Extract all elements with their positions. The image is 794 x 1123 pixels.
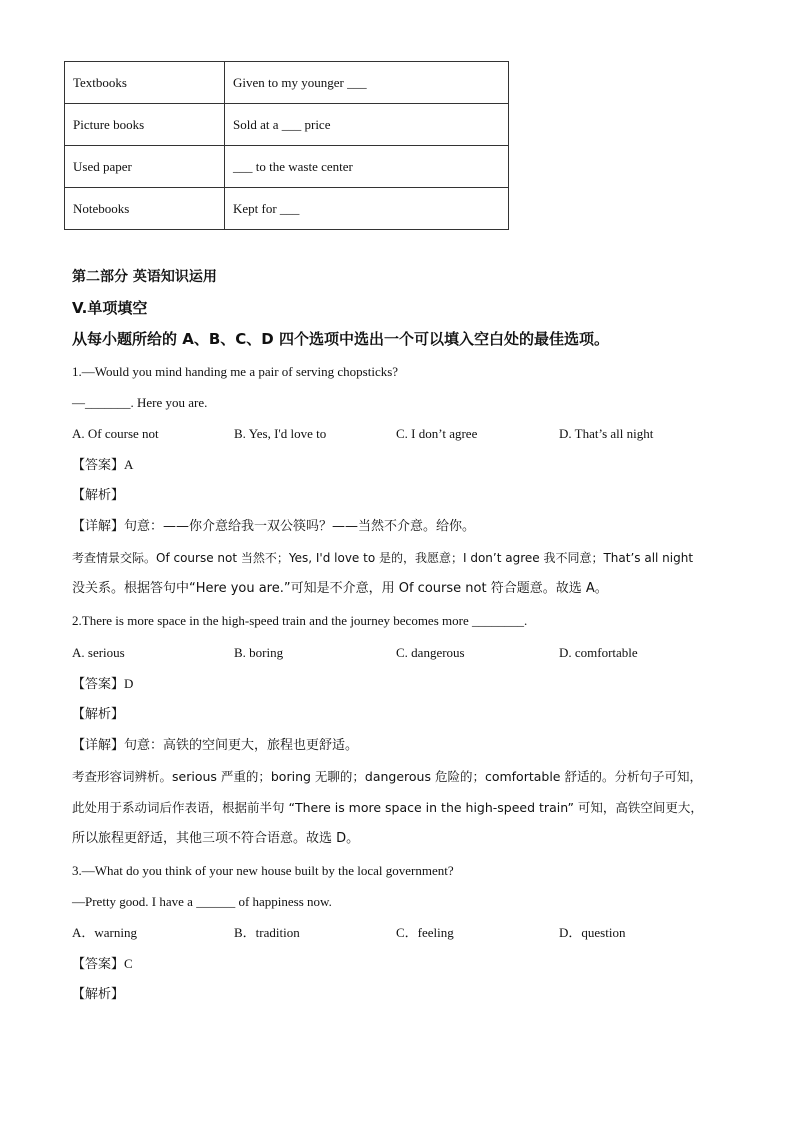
question-2-explanation-1: 考查形容词辨析。serious 严重的；boring 无聊的；dangerous 危险的；comfortable 舒适的。分析句子可知， [72, 769, 702, 784]
question-2-answer [72, 675, 133, 694]
table-cell-item: Used paper [65, 146, 225, 188]
question-2-explanation-3: 所以旅程更舒适，其他三项不符合语意。故选 D。 [72, 831, 360, 846]
question-1-explanation-2: 没关系。根据答句中“Here you are.”可知是不介意，用 Of course not 符合题意。故选 A。 [72, 581, 608, 596]
question-2-explanation-2: 此处用于系动词后作表语，根据前半句 “There is more space in the high-speed train” 可知，高铁空间更大， [72, 800, 703, 815]
question-2-option-b: B. boring [234, 645, 284, 660]
table-cell-plan: Sold at a ___ price [225, 104, 509, 146]
answer-value: C [124, 956, 133, 971]
table-row [65, 146, 509, 188]
question-3-answer [72, 955, 133, 974]
table-row [65, 104, 509, 146]
answer-value: D [124, 676, 134, 691]
question-2-option-a: A. serious [72, 645, 125, 660]
question-1-option-c: C. I don’t agree [396, 426, 478, 441]
question-1-option-d: D. That’s all night [559, 426, 654, 441]
table-cell-plan: ___ to the waste center [225, 146, 509, 188]
question-2-stem: 2.There is more space in the high-speed train and the journey becomes more ________. [72, 613, 528, 628]
table-cell-item: Picture books [65, 104, 225, 146]
question-1-detail: 【详解】句意：——你介意给我一双公筷吗？——当然不介意。给你。 [72, 519, 476, 534]
answer-label: 【答案】 [72, 458, 125, 473]
question-2-detail: 【详解】句意：高铁的空间更大，旅程也更舒适。 [72, 738, 359, 753]
plan-table [64, 61, 509, 230]
table-cell-plan: Kept for ___ [225, 188, 509, 230]
question-3-option-d: D．question [559, 925, 626, 940]
question-3-stem: 3.—What do you think of your new house built by the local government? [72, 863, 454, 878]
table-row [65, 62, 509, 104]
question-1-stem-2: —_______. Here you are. [72, 395, 208, 410]
question-3-option-b: B．tradition [234, 925, 300, 940]
question-2-option-c: C. dangerous [396, 645, 465, 660]
question-1-answer [72, 456, 133, 475]
table-cell-item: Textbooks [65, 62, 225, 104]
answer-value: A [124, 457, 134, 472]
question-1-analysis-label: 【解析】 [72, 488, 125, 503]
question-1-explanation-1: 考查情景交际。Of course not 当然不；Yes, I'd love to 是的，我愿意；I don’t agree 我不同意；That’s all night [72, 551, 694, 565]
part-title: 第二部分 英语知识运用 [72, 269, 217, 285]
answer-label: 【答案】 [72, 677, 125, 692]
question-1-option-b: B. Yes, I'd love to [234, 426, 327, 441]
table-cell-item: Notebooks [65, 188, 225, 230]
section-instruction: 从每小题所给的 A、B、C、D 四个选项中选出一个可以填入空白处的最佳选项。 [72, 330, 609, 348]
question-3-stem-2: —Pretty good. I have a ______ of happiness now. [72, 894, 332, 909]
question-3-option-c: C．feeling [396, 925, 454, 940]
section-title: V.单项填空 [72, 299, 148, 317]
answer-label: 【答案】 [72, 957, 125, 972]
question-1-option-a: A. Of course not [72, 426, 159, 441]
table-row [65, 188, 509, 230]
question-2-option-d: D. comfortable [559, 645, 638, 660]
question-3-option-a: A．warning [72, 925, 137, 940]
question-2-analysis-label: 【解析】 [72, 707, 125, 722]
table-cell-plan: Given to my younger ___ [225, 62, 509, 104]
question-1-stem: 1.—Would you mind handing me a pair of serving chopsticks? [72, 364, 399, 379]
question-3-analysis-label: 【解析】 [72, 987, 125, 1002]
